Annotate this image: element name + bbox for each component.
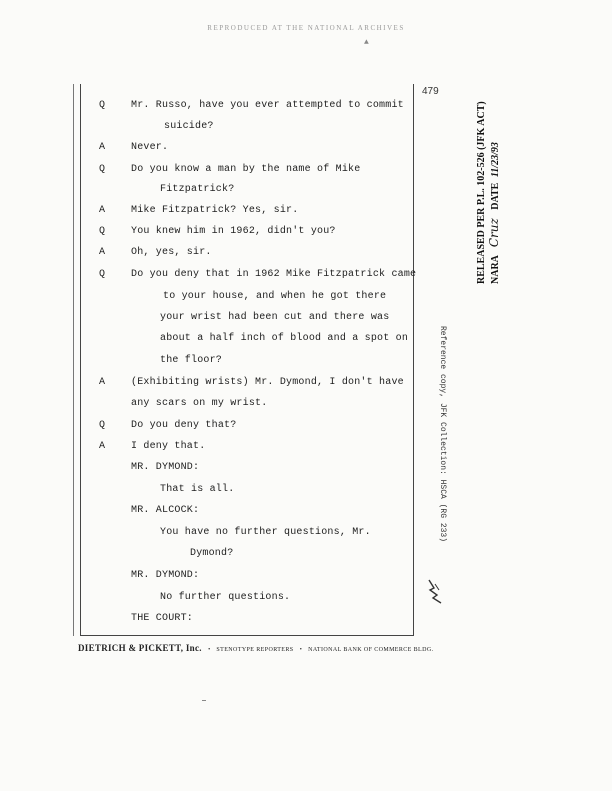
- signature: Cruz: [487, 218, 501, 248]
- transcript-line: Mr. Russo, have you ever attempted to commit: [131, 100, 404, 111]
- bullet-icon: •: [299, 647, 302, 653]
- transcript-line: Fitzpatrick?: [160, 184, 235, 195]
- transcript-line: about a half inch of blood and a spot on: [160, 333, 409, 344]
- transcript-line: No further questions.: [160, 592, 291, 603]
- margin-rule: [73, 84, 74, 636]
- speaker-marker: Q: [99, 420, 106, 431]
- speaker-marker: Q: [99, 100, 106, 111]
- release-line: RELEASED PER P.L. 102-526 (JFK ACT): [476, 101, 487, 284]
- speaker-marker: A: [99, 205, 106, 216]
- service-label: STENOTYPE REPORTERS: [216, 647, 294, 653]
- transcript-line: You have no further questions, Mr.: [160, 527, 371, 538]
- handwritten-mark-icon: [426, 578, 446, 604]
- speaker-marker: A: [99, 441, 106, 452]
- firm-name: DIETRICH & PICKETT, Inc.: [78, 643, 202, 653]
- stray-mark: [202, 700, 206, 701]
- transcript-line: Never.: [131, 142, 169, 153]
- transcript-line: Do you know a man by the name of Mike: [131, 164, 361, 175]
- header-mark: ▲: [364, 38, 369, 47]
- bullet-icon: •: [208, 647, 211, 653]
- speaker-heading: MR. DYMOND:: [131, 462, 200, 473]
- transcript-line: Do you deny that in 1962 Mike Fitzpatrick came: [131, 269, 417, 280]
- archives-header-stamp: REPRODUCED AT THE NATIONAL ARCHIVES: [207, 24, 405, 32]
- transcript-line: That is all.: [160, 484, 235, 495]
- speaker-marker: A: [99, 142, 106, 153]
- release-stamp: [476, 88, 534, 284]
- transcript-line: I deny that.: [131, 441, 206, 452]
- transcript-line: Do you deny that?: [131, 420, 237, 431]
- speaker-heading: THE COURT:: [131, 613, 194, 624]
- transcript-line: You knew him in 1962, didn't you?: [131, 226, 336, 237]
- reference-copy-stamp: [430, 326, 452, 576]
- page-number: 479: [422, 86, 439, 97]
- transcript-line: (Exhibiting wrists) Mr. Dymond, I don't have: [131, 377, 404, 388]
- release-nara-line: [488, 88, 502, 284]
- release-date: 11/23/93: [490, 142, 501, 178]
- transcript-line: Dymond?: [190, 548, 234, 559]
- reference-copy-text: Reference copy, JFK Collection: HSCA (RG 233): [438, 326, 447, 543]
- speaker-marker: Q: [99, 164, 106, 175]
- transcript-line: the floor?: [160, 355, 223, 366]
- date-label: DATE: [490, 182, 501, 210]
- transcript-line: to your house, and when he got there: [163, 291, 387, 302]
- transcript-line: Oh, yes, sir.: [131, 247, 212, 258]
- speaker-marker: Q: [99, 226, 106, 237]
- speaker-marker: Q: [99, 269, 106, 280]
- speaker-marker: A: [99, 377, 106, 388]
- transcript-line: any scars on my wrist.: [131, 398, 268, 409]
- transcript-line: suicide?: [164, 121, 214, 132]
- speaker-marker: A: [99, 247, 106, 258]
- nara-label: NARA: [490, 255, 501, 284]
- speaker-heading: MR. ALCOCK:: [131, 505, 200, 516]
- reporter-footer: [78, 643, 433, 653]
- address-label: NATIONAL BANK OF COMMERCE BLDG.: [308, 647, 434, 653]
- transcript-line: Mike Fitzpatrick? Yes, sir.: [131, 205, 299, 216]
- speaker-heading: MR. DYMOND:: [131, 570, 200, 581]
- transcript-line: your wrist had been cut and there was: [160, 312, 390, 323]
